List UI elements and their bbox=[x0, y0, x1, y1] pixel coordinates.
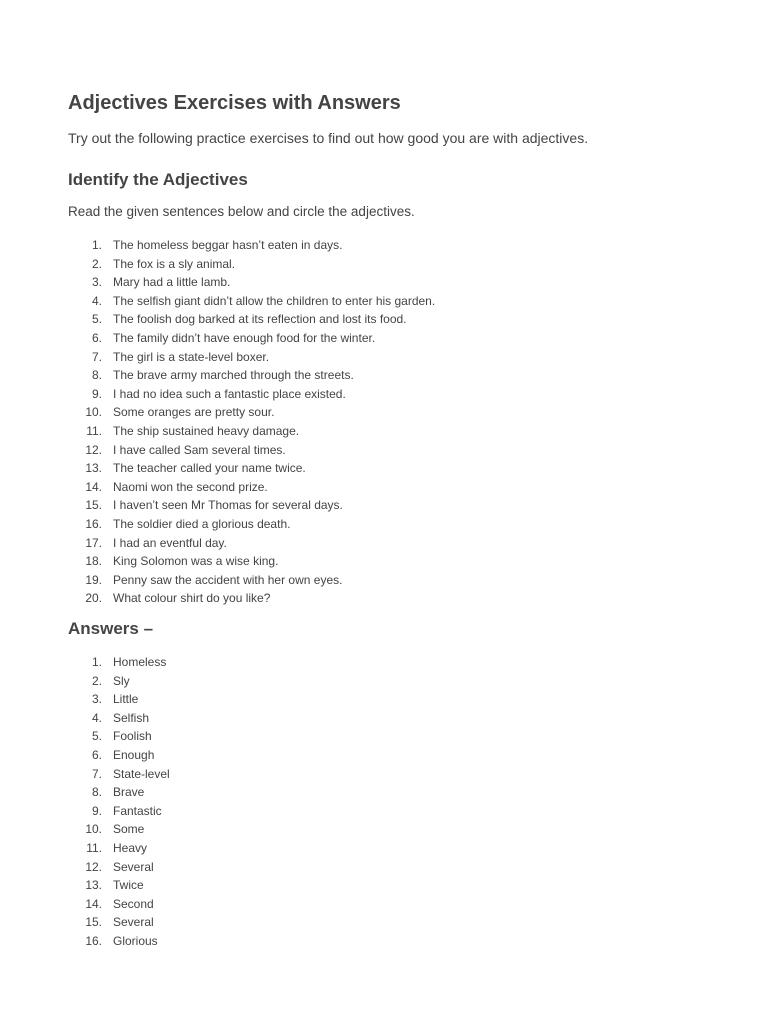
sentence-item bbox=[68, 273, 231, 292]
answer-text: Little bbox=[113, 692, 139, 707]
sentence-item bbox=[68, 255, 236, 274]
list-number: 16. bbox=[85, 933, 102, 948]
list-number: 19. bbox=[85, 572, 102, 587]
answer-text: Selfish bbox=[113, 710, 150, 725]
sentence-item bbox=[68, 496, 343, 515]
sentence-text: The foolish dog barked at its reflection and lost its food. bbox=[113, 312, 407, 327]
sentence-item bbox=[68, 329, 376, 348]
answer-item bbox=[68, 672, 130, 691]
sentence-text: The brave army marched through the streets. bbox=[113, 368, 354, 383]
sentence-item bbox=[68, 534, 227, 553]
answer-list bbox=[68, 653, 170, 951]
sentence-list bbox=[68, 236, 436, 608]
answer-item bbox=[68, 727, 152, 746]
answer-item bbox=[68, 913, 154, 932]
answer-item bbox=[68, 783, 145, 802]
sentence-item bbox=[68, 441, 286, 460]
sentence-item bbox=[68, 422, 300, 441]
answer-item bbox=[68, 709, 150, 728]
list-number: 1. bbox=[91, 238, 102, 252]
answer-item bbox=[68, 876, 144, 895]
sentence-item bbox=[68, 589, 271, 608]
list-number: 2. bbox=[91, 673, 102, 688]
sentence-item bbox=[68, 459, 306, 478]
answer-text: Heavy bbox=[113, 840, 148, 855]
list-number: 7. bbox=[91, 766, 102, 781]
list-number: 7. bbox=[91, 349, 102, 364]
exercise-instruction: Read the given sentences below and circle the adjectives. bbox=[68, 204, 415, 219]
sentence-text: The ship sustained heavy damage. bbox=[113, 423, 300, 438]
sentence-text: The homeless beggar hasn’t eaten in days. bbox=[113, 238, 343, 252]
sentence-text: Mary had a little lamb. bbox=[113, 275, 231, 290]
exercise-heading: Identify the Adjectives bbox=[68, 170, 248, 189]
answer-item bbox=[68, 765, 170, 784]
answers-heading: Answers – bbox=[68, 619, 154, 638]
answer-item bbox=[68, 932, 158, 951]
sentence-item bbox=[68, 478, 268, 497]
list-number: 14. bbox=[85, 479, 102, 494]
answer-item bbox=[68, 690, 139, 709]
sentence-text: I had an eventful day. bbox=[113, 535, 227, 550]
list-number: 17. bbox=[85, 535, 102, 550]
answer-item bbox=[68, 820, 145, 839]
list-number: 3. bbox=[91, 692, 102, 707]
sentence-item bbox=[68, 348, 270, 367]
list-number: 15. bbox=[85, 915, 102, 930]
sentence-text: The teacher called your name twice. bbox=[113, 461, 306, 476]
list-number: 3. bbox=[91, 275, 102, 290]
sentence-text: The selfish giant didn’t allow the children to enter his garden. bbox=[113, 293, 436, 308]
list-number: 13. bbox=[85, 461, 102, 476]
list-number: 12. bbox=[85, 442, 102, 457]
answer-text: Brave bbox=[113, 785, 145, 800]
list-number: 8. bbox=[91, 785, 102, 800]
list-number: 5. bbox=[91, 729, 102, 744]
answer-text: Several bbox=[113, 859, 154, 874]
answer-item bbox=[68, 858, 154, 877]
sentence-text: I had no idea such a fantastic place existed. bbox=[113, 386, 346, 401]
sentence-item bbox=[68, 292, 436, 311]
list-number: 20. bbox=[85, 591, 102, 606]
sentence-item bbox=[68, 366, 354, 385]
answer-item bbox=[68, 802, 162, 821]
sentence-text: Naomi won the second prize. bbox=[113, 479, 268, 494]
answer-item bbox=[68, 746, 155, 765]
answer-text: Homeless bbox=[113, 655, 167, 669]
list-number: 11. bbox=[86, 840, 102, 855]
answer-text: Enough bbox=[113, 747, 155, 762]
sentence-item bbox=[68, 515, 291, 534]
sentence-text: What colour shirt do you like? bbox=[113, 591, 271, 606]
intro-paragraph: Try out the following practice exercises to find out how good you are with adjectives. bbox=[68, 130, 589, 146]
list-number: 9. bbox=[91, 803, 102, 818]
list-number: 18. bbox=[85, 554, 102, 569]
list-number: 8. bbox=[91, 368, 102, 383]
answer-text: Second bbox=[113, 896, 154, 911]
list-number: 11. bbox=[86, 423, 102, 438]
answer-item bbox=[68, 839, 148, 858]
list-number: 10. bbox=[85, 405, 102, 420]
page-title: Adjectives Exercises with Answers bbox=[68, 92, 401, 114]
list-number: 10. bbox=[85, 822, 102, 837]
sentence-item bbox=[68, 403, 275, 422]
list-number: 5. bbox=[91, 312, 102, 327]
list-number: 9. bbox=[91, 386, 102, 401]
list-number: 14. bbox=[85, 896, 102, 911]
sentence-item bbox=[68, 385, 346, 404]
answer-text: Glorious bbox=[113, 933, 158, 948]
answer-text: Twice bbox=[113, 878, 144, 893]
sentence-text: I have called Sam several times. bbox=[113, 442, 286, 457]
sentence-item bbox=[68, 236, 343, 255]
answer-text: Fantastic bbox=[113, 803, 162, 818]
sentence-item bbox=[68, 552, 279, 571]
list-number: 4. bbox=[91, 710, 102, 725]
answer-text: State-level bbox=[113, 766, 170, 781]
list-number: 1. bbox=[91, 655, 102, 669]
sentence-text: The soldier died a glorious death. bbox=[113, 516, 291, 531]
answer-text: Sly bbox=[113, 673, 130, 688]
sentence-text: Some oranges are pretty sour. bbox=[113, 405, 275, 420]
sentence-text: King Solomon was a wise king. bbox=[113, 554, 279, 569]
list-number: 4. bbox=[91, 293, 102, 308]
list-number: 12. bbox=[85, 859, 102, 874]
sentence-text: I haven’t seen Mr Thomas for several days. bbox=[113, 498, 343, 513]
list-number: 6. bbox=[91, 330, 102, 345]
answer-text: Some bbox=[113, 822, 145, 837]
sentence-item bbox=[68, 571, 343, 590]
answer-item bbox=[68, 895, 154, 914]
sentence-text: Penny saw the accident with her own eyes. bbox=[113, 572, 343, 587]
list-number: 16. bbox=[85, 516, 102, 531]
sentence-item bbox=[68, 310, 407, 329]
list-number: 15. bbox=[85, 498, 102, 513]
answer-text: Several bbox=[113, 915, 154, 930]
sentence-text: The girl is a state-level boxer. bbox=[113, 349, 270, 364]
answer-text: Foolish bbox=[113, 729, 152, 744]
list-number: 2. bbox=[91, 256, 102, 271]
sentence-text: The family didn’t have enough food for the winter. bbox=[113, 330, 376, 345]
list-number: 13. bbox=[85, 878, 102, 893]
list-number: 6. bbox=[91, 747, 102, 762]
answer-item bbox=[68, 653, 167, 672]
sentence-text: The fox is a sly animal. bbox=[113, 256, 236, 271]
